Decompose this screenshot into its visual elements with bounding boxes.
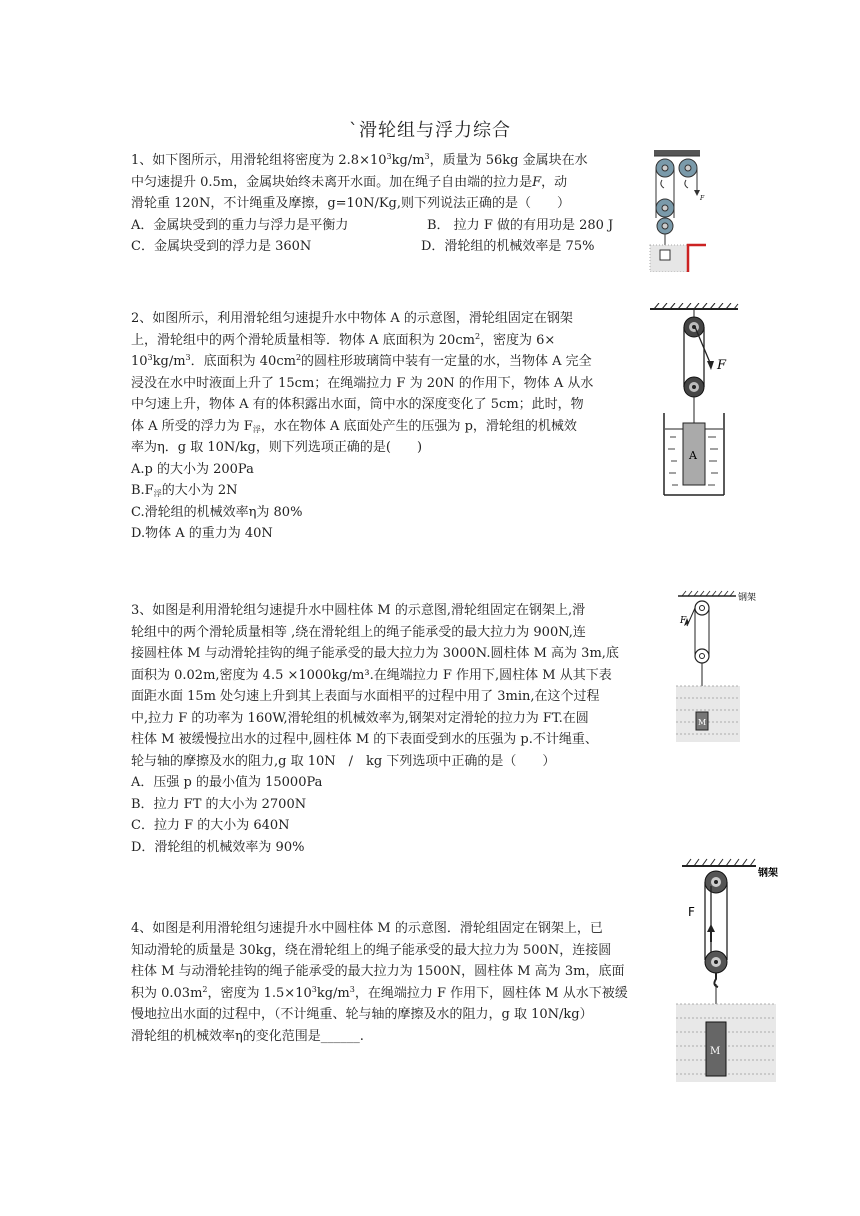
q3-line-3: 接圆柱体 M 与动滑轮挂钩的绳子能承受的最大拉力为 3000N.圆柱体 M 高为 3m,底 bbox=[131, 646, 619, 661]
q1-options-row-1 bbox=[131, 215, 651, 237]
q2-line-3: $10^3kg/m^3$．底面积为 $40cm^2$的圆柱形玻璃筒中装有一定量的水，当物体 A 完全 bbox=[131, 353, 592, 369]
q4-line-5: 慢地拉出水面的过程中，（不计绳重、轮与轴的摩擦及水的阻力，g 取 10N/kg） bbox=[131, 1007, 593, 1022]
q3-fig-frame-label: 钢架 bbox=[738, 593, 757, 603]
q4-line-4: 积为 $0.03m^2$，密度为 $1.5\times 10^3kg/m^3$，在绳端拉力 F 作用下，圆柱体 M 从水下被缓 bbox=[131, 984, 628, 1001]
q3-fig-force-label: F bbox=[680, 616, 687, 626]
q1-line-3: 滑轮重 120N，不计绳重及摩擦，g=10N/Kg,则下列说法正确的是（ ） bbox=[131, 196, 570, 211]
q2-fig-force-label: F bbox=[717, 358, 727, 373]
svg-text:F: F bbox=[700, 195, 705, 202]
q1-option-b: B． 拉力 F 做的有用功是 280 J bbox=[427, 217, 614, 233]
q1-option-c: C．金属块受到的浮力是 360N bbox=[131, 239, 312, 254]
q3-line-4: 面积为 0.02m,密度为 4.5 ×1000kg/m³.在绳端拉力 F 作用下,圆柱体 M 从其下表 bbox=[131, 667, 612, 683]
q2-line-7: 率为η．g 取 10N/kg，则下列选项正确的是( ) bbox=[131, 440, 423, 455]
q3-line-2: 轮组中的两个滑轮质量相等 ,绕在滑轮组上的绳子能承受的最大拉力为 900N,连 bbox=[131, 624, 586, 640]
q3-option-a: A．压强 p 的最小值为 15000Pa bbox=[131, 775, 323, 790]
q4-pulley-figure bbox=[676, 856, 786, 1082]
q3-fig-object-label: M bbox=[698, 718, 707, 727]
q3-pulley-figure bbox=[674, 586, 774, 744]
q1-option-a: A．金属块受到的重力与浮力是平衡力 bbox=[131, 217, 349, 233]
q2-line-4: 浸没在水中时液面上升了 15cm；在绳端拉力 F 为 20N 的作用下，物体 A 从水 bbox=[131, 375, 594, 391]
q3-option-b: B．拉力 FT 的大小为 2700N bbox=[131, 796, 307, 812]
q1-line-2: 中匀速提升 0.5m，金属块始终未离开水面。加在绳子自由端的拉力是F，动 bbox=[131, 174, 568, 190]
q3-line-1: 3、如图是利用滑轮组匀速提升水中圆柱体 M 的示意图,滑轮组固定在钢架上,滑 bbox=[131, 603, 586, 618]
q1-line-1: 1、如下图所示，用滑轮组将密度为 $2.8\times 10^3kg/m^3$，质量为 56kg 金属块在水 bbox=[131, 152, 588, 168]
q4-fig-object-label: M bbox=[710, 1046, 721, 1057]
question-1 bbox=[131, 150, 651, 258]
q2-line-1: 2、如图所示，利用滑轮组匀速提升水中物体 A 的示意图，滑轮组固定在钢架 bbox=[131, 311, 573, 326]
q2-line-2: 上，滑轮组中的两个滑轮质量相等．物体 A 底面积为 $20cm^2$，密度为 6× bbox=[131, 331, 556, 348]
q3-line-6: 中,拉力 F 的功率为 160W,滑轮组的机械效率为,钢架对定滑轮的拉力为 FT.在圆 bbox=[131, 710, 589, 726]
q4-fig-force-label: F bbox=[688, 905, 695, 919]
q4-line-1: 4、如图是利用滑轮组匀速提升水中圆柱体 M 的示意图．滑轮组固定在钢架上，已 bbox=[131, 921, 603, 936]
q2-option-b: $B.F_浮$的大小为 2N bbox=[131, 483, 238, 498]
q3-line-8: 轮与轴的摩擦及水的阻力,g 取 10N / kg 下列选项中正确的是（ ） bbox=[131, 753, 556, 769]
q2-fig-object-label: A bbox=[689, 449, 697, 462]
question-4 bbox=[131, 918, 661, 1047]
q2-line-5: 中匀速上升，物体 A 有的体积露出水面，筒中水的深度变化了 5cm；此时，物 bbox=[131, 397, 584, 412]
q2-option-a: A.p 的大小为 200Pa bbox=[131, 461, 254, 477]
q3-line-7: 柱体 M 被缓慢拉出水的过程中,圆柱体 M 的下表面受到水的压强为 p.不计绳重、 bbox=[131, 732, 598, 747]
question-3 bbox=[131, 600, 661, 858]
q2-option-d: D.物体 A 的重力为 40N bbox=[131, 526, 273, 541]
q3-option-c: C．拉力 F 的大小为 640N bbox=[131, 818, 290, 833]
page-title: `滑轮组与浮力综合 bbox=[349, 120, 511, 141]
q2-line-6: 体 A 所受的浮力为 $F_浮$，水在物体 A 底面处产生的压强为 p，滑轮组的机械效 bbox=[131, 418, 577, 434]
q1-option-d: D．滑轮组的机械效率是 75% bbox=[421, 239, 595, 254]
q4-line-2: 知动滑轮的质量是 30kg，绕在滑轮组上的绳子能承受的最大拉力为 500N，连接圆 bbox=[131, 942, 612, 958]
q4-fig-frame-label: 钢架 bbox=[758, 868, 778, 879]
q1-options-row-2 bbox=[131, 236, 651, 258]
q3-line-5: 面距水面 15m 处匀速上升到其上表面与水面相平的过程中用了 3min,在这个过程 bbox=[131, 689, 600, 704]
q2-option-c: C.滑轮组的机械效率η为 80% bbox=[131, 504, 303, 520]
q2-pulley-figure bbox=[648, 303, 740, 499]
q4-line-6: 滑轮组的机械效率η的变化范围是______. bbox=[131, 1028, 364, 1044]
q3-option-d: D．滑轮组的机械效率为 90% bbox=[131, 839, 305, 855]
question-2 bbox=[131, 308, 651, 545]
q1-pulley-figure bbox=[648, 150, 710, 272]
q4-line-3: 柱体 M 与动滑轮挂钩的绳子能承受的最大拉力为 1500N，圆柱体 M 高为 3m，底面 bbox=[131, 964, 625, 979]
